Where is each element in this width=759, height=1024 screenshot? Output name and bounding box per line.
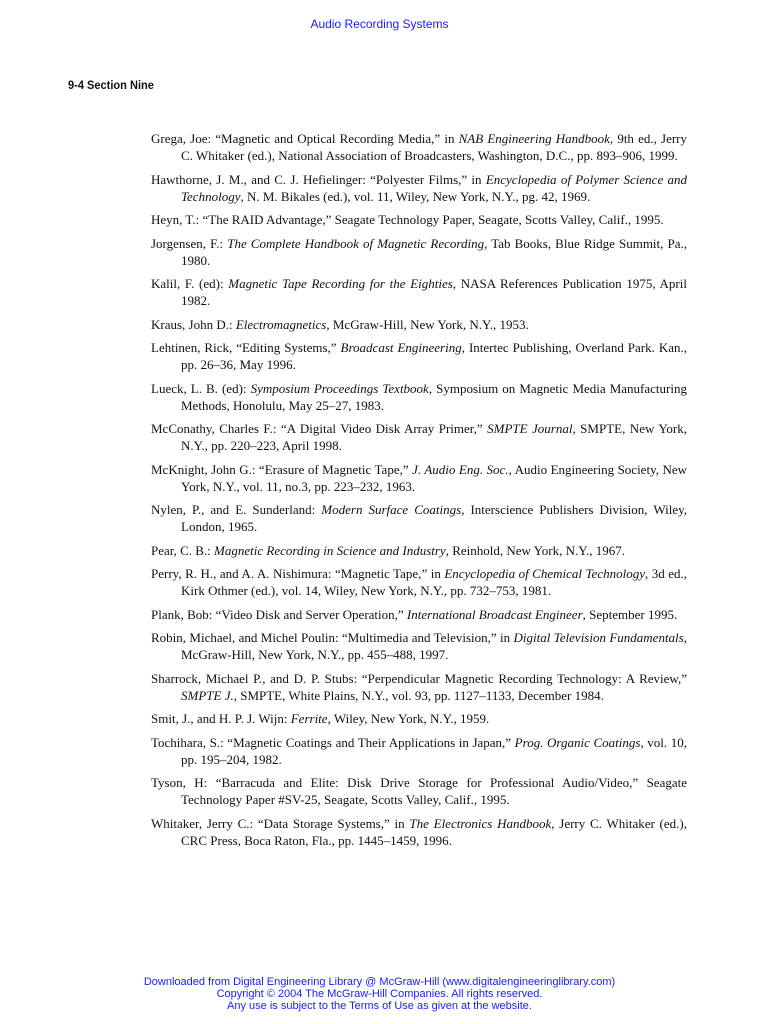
ref-pre: Robin, Michael, and Michel Poulin: “Multimedia and Television,” in bbox=[151, 630, 514, 645]
ref-title: The Electronics Handbook bbox=[409, 815, 552, 831]
ref-pre: Lueck, L. B. (ed): bbox=[151, 380, 251, 396]
reference-entry bbox=[151, 629, 687, 663]
ref-pre: Sharrock, Michael P., and D. P. Stubs: “Perpendicular Magnetic Recording Technology: A Review,” bbox=[151, 670, 687, 686]
ref-post: , Symposium on Magnetic Media Manufacturing Methods, Honolulu, May 25–27, 1983. bbox=[181, 380, 687, 413]
reference-entry bbox=[151, 275, 687, 309]
reference-entry bbox=[151, 130, 687, 164]
reference-entry bbox=[151, 380, 687, 414]
ref-title: Encyclopedia of Chemical Technology bbox=[444, 566, 645, 581]
ref-title: Symposium Proceedings Textbook bbox=[250, 380, 429, 396]
ref-title: Ferrite bbox=[290, 711, 328, 726]
ref-post: , McGraw-Hill, New York, N.Y., 1953. bbox=[326, 316, 529, 332]
ref-pre: Kalil, F. (ed): bbox=[151, 276, 229, 291]
reference-entry bbox=[151, 501, 687, 535]
ref-pre: Perry, R. H., and A. A. Nishimura: “Magnetic Tape,” in bbox=[151, 566, 445, 581]
reference-entry bbox=[151, 420, 687, 454]
ref-pre: Smit, J., and H. P. J. Wijn: bbox=[151, 711, 291, 726]
ref-post: , SMPTE, White Plains, N.Y., vol. 93, pp. 1127–1133, December 1984. bbox=[233, 687, 604, 703]
reference-entry bbox=[151, 710, 687, 727]
ref-post: , Jerry C. Whitaker (ed.), CRC Press, Boca Raton, Fla., pp. 1445–1459, 1996. bbox=[181, 815, 687, 848]
ref-pre: Jorgensen, F.: bbox=[151, 235, 228, 251]
ref-post: , Tab Books, Blue Ridge Summit, Pa., 1980. bbox=[181, 235, 687, 268]
ref-pre: Nylen, P., and E. Sunderland: bbox=[151, 502, 322, 517]
ref-pre: Hawthorne, J. M., and C. J. Hefielinger: “Polyester Films,” in bbox=[151, 171, 486, 187]
ref-title: SMPTE Journal bbox=[487, 421, 573, 436]
ref-post: , 9th ed., Jerry C. Whitaker (ed.), National Association of Broadcasters, Washington, D.C., pp. 893–906, 1999. bbox=[181, 131, 687, 163]
footer-copyright-line[interactable]: Copyright © 2004 The McGraw-Hill Companies. All rights reserved. bbox=[216, 988, 543, 1000]
ref-title: Encyclopedia of Polymer Science and Technology bbox=[181, 171, 687, 204]
ref-title: Electromagnetics bbox=[235, 316, 327, 332]
reference-entry bbox=[151, 316, 687, 333]
ref-title: The Complete Handbook of Magnetic Recording bbox=[227, 235, 485, 251]
footer-download-line[interactable]: Downloaded from Digital Engineering Library @ McGraw-Hill (www.digitalengineeringlibrary.com) bbox=[143, 976, 616, 988]
ref-post: , NASA References Publication 1975, April 1982. bbox=[181, 276, 687, 308]
ref-title: Prog. Organic Coatings bbox=[514, 734, 641, 750]
ref-pre: Lehtinen, Rick, “Editing Systems,” bbox=[151, 340, 341, 355]
ref-pre: Tochihara, S.: “Magnetic Coatings and Their Applications in Japan,” bbox=[151, 734, 515, 750]
ref-post: , Wiley, New York, N.Y., 1959. bbox=[327, 711, 490, 726]
reference-entry bbox=[151, 461, 687, 495]
running-header-link[interactable]: Audio Recording Systems bbox=[310, 17, 449, 31]
reference-entry bbox=[151, 171, 687, 205]
reference-entry bbox=[151, 235, 687, 269]
reference-entry bbox=[151, 815, 687, 849]
ref-post: , September 1995. bbox=[582, 606, 678, 622]
reference-entry bbox=[151, 670, 687, 704]
ref-pre: Tyson, H: “Barracuda and Elite: Disk Drive Storage for Professional Audio/Video,” Seagate Technology Paper #SV-25, Seagate, Scotts Valley, Calif., 1995. bbox=[151, 775, 687, 807]
ref-pre: Whitaker, Jerry C.: “Data Storage Systems,” in bbox=[151, 815, 410, 831]
ref-pre: Plank, Bob: “Video Disk and Server Operation,” bbox=[151, 606, 407, 622]
reference-entry bbox=[151, 565, 687, 599]
ref-pre: Heyn, T.: “The RAID Advantage,” Seagate Technology Paper, Seagate, Scotts Valley, Calif., 1995. bbox=[151, 212, 664, 227]
ref-title: SMPTE J. bbox=[181, 687, 234, 703]
ref-pre: McConathy, Charles F.: “A Digital Video Disk Array Primer,” bbox=[151, 421, 488, 436]
ref-title: NAB Engineering Handbook bbox=[458, 131, 610, 146]
section-heading: 9-4 Section Nine bbox=[68, 78, 154, 92]
reference-entry bbox=[151, 542, 687, 559]
ref-title: Modern Surface Coatings bbox=[321, 502, 462, 517]
footer-notice[interactable] bbox=[0, 976, 759, 1012]
ref-title: Digital Television Fundamentals bbox=[513, 630, 684, 645]
ref-title: International Broadcast Engineer bbox=[406, 606, 583, 622]
ref-title: J. Audio Eng. Soc. bbox=[412, 461, 509, 477]
ref-post: , 3d ed., Kirk Othmer (ed.), vol. 14, Wiley, New York, N.Y., pp. 732–753, 1981. bbox=[181, 566, 688, 598]
ref-title: Magnetic Recording in Science and Industry bbox=[214, 542, 446, 558]
ref-post: , McGraw-Hill, New York, N.Y., pp. 455–488, 1997. bbox=[181, 630, 687, 662]
ref-pre: Pear, C. B.: bbox=[151, 542, 215, 558]
ref-pre: Kraus, John D.: bbox=[151, 316, 236, 332]
ref-post: , SMPTE, New York, N.Y., pp. 220–223, April 1998. bbox=[181, 421, 688, 453]
reference-entry bbox=[151, 774, 687, 808]
reference-entry bbox=[151, 606, 687, 623]
reference-entry bbox=[151, 734, 687, 768]
ref-post: , N. M. Bikales (ed.), vol. 11, Wiley, New York, N.Y., pg. 42, 1969. bbox=[240, 188, 591, 204]
ref-pre: Grega, Joe: “Magnetic and Optical Recording Media,” in bbox=[151, 131, 459, 146]
reference-entry bbox=[151, 211, 687, 228]
ref-pre: McKnight, John G.: “Erasure of Magnetic Tape,” bbox=[151, 461, 413, 477]
ref-post: , Audio Engineering Society, New York, N.Y., vol. 11, no.3, pp. 223–232, 1963. bbox=[181, 461, 687, 494]
reference-entry bbox=[151, 339, 687, 373]
ref-title: Broadcast Engineering bbox=[340, 340, 462, 355]
ref-post: , Reinhold, New York, N.Y., 1967. bbox=[445, 542, 625, 558]
ref-title: Magnetic Tape Recording for the Eighties bbox=[228, 276, 453, 291]
ref-post: , Interscience Publishers Division, Wiley, London, 1965. bbox=[181, 502, 687, 534]
footer-terms-line[interactable]: Any use is subject to the Terms of Use as given at the website. bbox=[227, 1000, 532, 1012]
ref-post: , Intertec Publishing, Overland Park. Kan., pp. 26–36, May 1996. bbox=[181, 340, 687, 372]
ref-post: , vol. 10, pp. 195–204, 1982. bbox=[181, 734, 687, 767]
reference-list bbox=[151, 130, 687, 855]
